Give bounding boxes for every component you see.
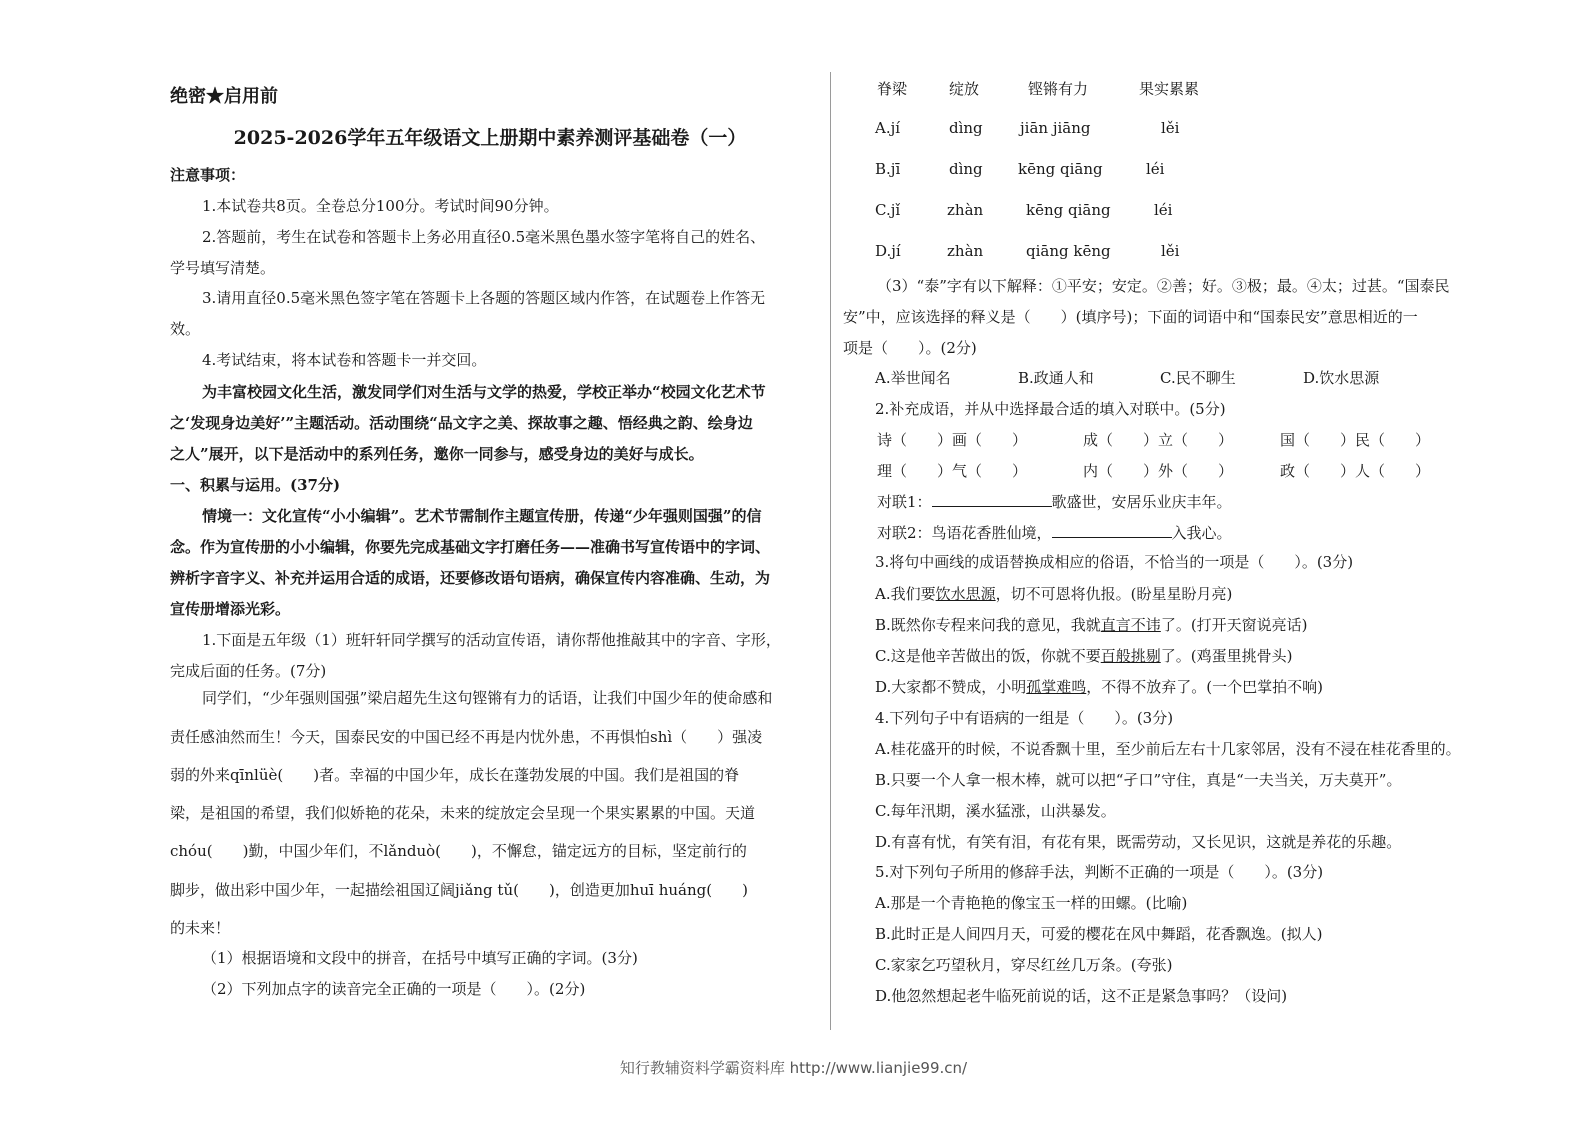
note-line: 4.考试结束，将本试卷和答题卡一并交回。 <box>202 351 487 369</box>
note-line: 学号填写清楚。 <box>170 259 276 277</box>
choice-b: B.政通人和 <box>1018 369 1094 387</box>
secret-label: 绝密★启用前 <box>170 86 278 107</box>
option-label: D.jí <box>875 242 901 260</box>
option-pinyin: kēng qiāng <box>1018 160 1103 178</box>
question-1-cont: 完成后面的任务。(7分) <box>170 662 327 680</box>
dotted-word: 脊梁 <box>877 80 908 98</box>
passage-line: 同学们，“少年强则国强”梁启超先生这句铿锵有力的话语，让我们中国少年的使命感和 <box>202 689 773 707</box>
option-pinyin: dìng <box>949 160 983 178</box>
question-4-option: A.桂花盛开的时候，不说香飘十里，至少前后左右十几家邻居，没有不浸在桂花香里的。 <box>875 740 1461 758</box>
dotted-word: 果实累累 <box>1139 80 1200 98</box>
option-text: C.这是他辛苦做出的饭，你就不要 <box>875 647 1101 665</box>
scenario-line: 情境一：文化宣传“小小编辑”。艺术节需制作主题宣传册，传递“少年强则国强”的信 <box>202 507 762 525</box>
option-text: ，不得不放弃了。(一个巴掌拍不响) <box>1086 678 1323 696</box>
couplet-2-suffix: 入我心。 <box>1171 524 1232 542</box>
question-4-option: C.每年汛期，溪水猛涨，山洪暴发。 <box>875 802 1116 820</box>
question-4-option: D.有喜有忧，有笑有泪，有花有果，既需劳动，又长见识，这就是养花的乐趣。 <box>875 833 1402 851</box>
underlined-idiom: 直言不讳 <box>1100 616 1161 634</box>
dotted-word: 铿锵有力 <box>1028 80 1089 98</box>
couplet-2-prefix: 对联2：鸟语花香胜仙境， <box>877 524 1052 542</box>
couplet-1-suffix: 歌盛世，安居乐业庆丰年。 <box>1051 493 1232 511</box>
option-pinyin: lěi <box>1161 119 1180 137</box>
option-text: D.大家都不赞成，小明 <box>875 678 1027 696</box>
passage-line: 弱的外来qīnlüè( )者。幸福的中国少年，成长在蓬勃发展的中国。我们是祖国的脊 <box>170 766 740 784</box>
question-3b-option <box>875 677 1323 697</box>
idiom-blank: 成（ ）立（ ） <box>1083 431 1234 449</box>
intro-line: 之‘发现身边美好’”主题活动。活动围绕“品文字之美、探故事之趣、悟经典之韵、绘身边 <box>170 414 753 432</box>
note-line: 效。 <box>170 320 201 338</box>
option-text: 了。(打开天窗说亮话) <box>1160 616 1308 634</box>
option-pinyin: kēng qiāng <box>1026 201 1111 219</box>
question-5-option: B.此时正是人间四月天，可爱的樱花在风中舞蹈，花香飘逸。(拟人) <box>875 925 1323 943</box>
underlined-idiom: 百般挑剔 <box>1100 647 1161 665</box>
couplet-1-prefix: 对联1： <box>877 493 932 511</box>
couplet-1 <box>877 492 1232 512</box>
question-4-option: B.只要一个人拿一根木棒，就可以把“孑口”守住，真是“一夫当关，万夫莫开”。 <box>875 771 1402 789</box>
option-text: B.既然你专程来问我的意见，我就 <box>875 616 1101 634</box>
question-2-title: 2.补充成语，并从中选择最合适的填入对联中。(5分) <box>875 400 1226 418</box>
option-text: 了。(鸡蛋里挑骨头) <box>1160 647 1293 665</box>
page-title: 2025-2026学年五年级语文上册期中素养测评基础卷（一） <box>233 127 747 149</box>
passage-line: chóu( )勤，中国少年们，不lǎnduò( )，不懈怠，锚定远方的目标，坚定前行的 <box>170 842 747 860</box>
underlined-idiom: 饮水思源 <box>935 585 996 603</box>
question-3b-option <box>875 584 1232 604</box>
question-1: 1.下面是五年级（1）班轩轩同学撰写的活动宣传语，请你帮他推敲其中的字音、字形， <box>202 631 781 649</box>
idiom-blank: 国（ ）民（ ） <box>1280 431 1431 449</box>
choice-a: A.举世闻名 <box>875 369 951 387</box>
passage-line: 脚步，做出彩中国少年，一起描绘祖国辽阔jiǎng tǔ( )，创造更加huī huáng( ) <box>170 881 748 899</box>
idiom-blank: 理（ ）气（ ） <box>877 462 1028 480</box>
option-pinyin: léi <box>1146 160 1165 178</box>
couplet-2-blank[interactable] <box>1052 523 1172 538</box>
passage-line: 责任感油然而生！今天，国泰民安的中国已经不再是内忧外患，不再惧怕shì（ ）强凌 <box>170 728 763 746</box>
dotted-word: 绽放 <box>949 80 980 98</box>
option-label: A.jí <box>875 119 901 137</box>
option-pinyin: léi <box>1154 201 1173 219</box>
notice-heading: 注意事项： <box>170 166 246 184</box>
option-pinyin: jiān jiāng <box>1020 119 1091 137</box>
option-label: B.jī <box>875 160 901 178</box>
intro-line: 之人”展开，以下是活动中的系列任务，邀你一同参与，感受身边的美好与成长。 <box>170 445 704 463</box>
intro-line: 为丰富校园文化生活，激发同学们对生活与文学的热爱，学校正举办“校园文化艺术节 <box>202 383 766 401</box>
couplet-1-blank[interactable] <box>932 492 1052 507</box>
option-text: A.我们要 <box>875 585 936 603</box>
question-3-line: 安”中，应该选择的释义是（ ）(填序号)；下面的词语中和“国泰民安”意思相近的一 <box>843 308 1418 326</box>
option-pinyin: zhàn <box>947 242 984 260</box>
question-3b-option <box>875 646 1292 666</box>
question-4-title: 4.下列句子中有语病的一组是（ ）。(3分) <box>875 709 1174 727</box>
note-line: 2.答题前，考生在试卷和答题卡上务必用直径0.5毫米黑色墨水签字笔将自己的姓名、 <box>202 228 766 246</box>
column-divider <box>830 72 831 1030</box>
option-pinyin: qiāng kēng <box>1026 242 1111 260</box>
question-3b-option <box>875 615 1308 635</box>
underlined-idiom: 孤掌难鸣 <box>1026 678 1087 696</box>
option-text: ，切不可恩将仇报。(盼星星盼月亮) <box>995 585 1233 603</box>
option-label: C.jǐ <box>875 201 901 219</box>
section-heading: 一、积累与运用。(37分) <box>170 476 341 494</box>
sub-question-2: （2）下列加点字的读音完全正确的一项是（ ）。(2分) <box>202 980 586 998</box>
choice-d: D.饮水思源 <box>1303 369 1380 387</box>
question-5-option: D.他忽然想起老牛临死前说的话，这不正是紧急事吗？（设问) <box>875 987 1288 1005</box>
question-3b-title: 3.将句中画线的成语替换成相应的俗语，不恰当的一项是（ ）。(3分) <box>875 553 1354 571</box>
question-5-title: 5.对下列句子所用的修辞手法，判断不正确的一项是（ ）。(3分) <box>875 863 1324 881</box>
scenario-line: 辨析字音字义、补充并运用合适的成语，还要修改语句语病，确保宣传内容准确、生动，为 <box>170 569 771 587</box>
passage-line: 梁，是祖国的希望，我们似娇艳的花朵，未来的绽放定会呈现一个果实累累的中国。天道 <box>170 804 756 822</box>
question-5-option: C.家家乞巧望秋月，穿尽红丝几万条。(夸张) <box>875 956 1173 974</box>
question-3-line: （3）“泰”字有以下解释：①平安；安定。②善；好。③极；最。④太；过甚。“国泰民 <box>877 277 1450 295</box>
idiom-blank: 内（ ）外（ ） <box>1083 462 1234 480</box>
idiom-blank: 政（ ）人（ ） <box>1280 462 1431 480</box>
note-line: 3.请用直径0.5毫米黑色签字笔在答题卡上各题的答题区域内作答，在试题卷上作答无 <box>202 289 766 307</box>
option-pinyin: lěi <box>1161 242 1180 260</box>
note-line: 1.本试卷共8页。全卷总分100分。考试时间90分钟。 <box>202 197 559 215</box>
sub-question-1: （1）根据语境和文段中的拼音，在括号中填写正确的字词。(3分) <box>202 949 638 967</box>
question-5-option: A.那是一个青艳艳的像宝玉一样的田螺。(比喻) <box>875 894 1188 912</box>
footer-watermark: 知行教辅资料学霸资料库 http://www.lianjie99.cn/ <box>619 1059 968 1077</box>
option-pinyin: zhàn <box>947 201 984 219</box>
question-3-line: 项是（ ）。(2分) <box>843 339 977 357</box>
scenario-line: 宣传册增添光彩。 <box>170 600 291 618</box>
scenario-line: 念。作为宣传册的小小编辑，你要先完成基础文字打磨任务——准确书写宣传语中的字词、 <box>170 538 771 556</box>
couplet-2 <box>877 523 1232 543</box>
idiom-blank: 诗（ ）画（ ） <box>877 431 1028 449</box>
passage-line: 的未来！ <box>170 919 231 937</box>
option-pinyin: dìng <box>949 119 983 137</box>
choice-c: C.民不聊生 <box>1160 369 1236 387</box>
